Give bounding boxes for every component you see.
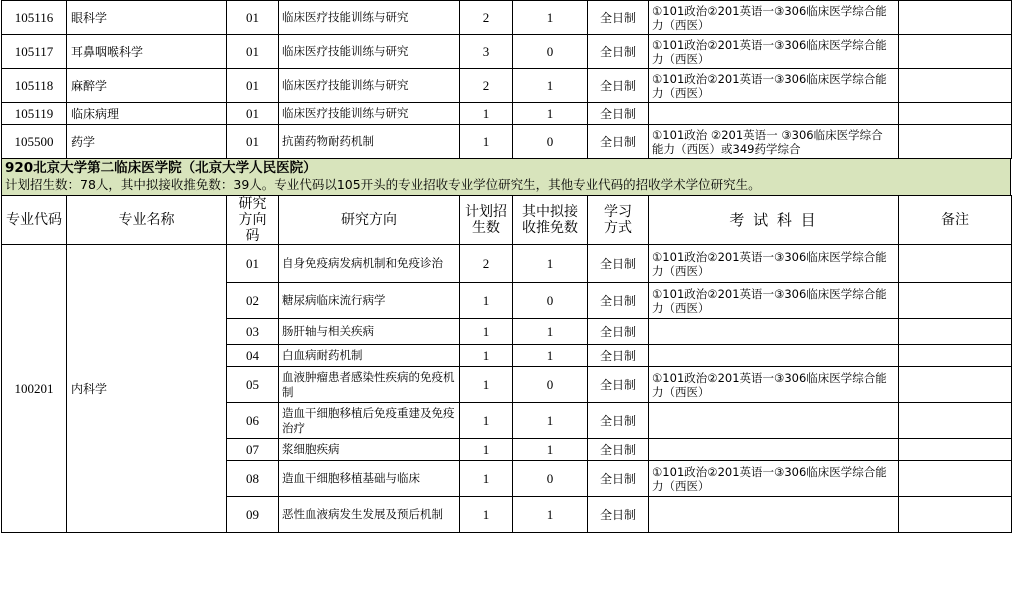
exempt-count-cell: 1 xyxy=(513,1,588,35)
section-banner xyxy=(1,159,1011,195)
plan-count-cell: 2 xyxy=(460,245,513,283)
remark-cell xyxy=(899,1,1012,35)
major-name-cell: 临床病理 xyxy=(67,103,227,125)
study-mode-cell: 全日制 xyxy=(588,403,649,439)
section-note: 计划招生数：78人，其中拟接收推免数：39人。专业代码以105开头的专业招收专业学位研究生，其他专业代码的招收学术学位研究生。 xyxy=(5,177,761,192)
exempt-count-cell: 1 xyxy=(513,103,588,125)
exempt-count-cell: 1 xyxy=(513,319,588,345)
header-mode: 学习方式 xyxy=(588,196,649,245)
direction-code-cell: 01 xyxy=(227,245,279,283)
plan-count-cell: 1 xyxy=(460,461,513,497)
exam-subjects-cell: ①101政治②201英语一③306临床医学综合能力（西医） xyxy=(649,461,899,497)
header-code: 专业代码 xyxy=(2,196,67,245)
direction-cell: 白血病耐药机制 xyxy=(279,345,460,367)
remark-cell xyxy=(899,245,1012,283)
study-mode-cell: 全日制 xyxy=(588,319,649,345)
table-row xyxy=(2,1,1012,35)
study-mode-cell: 全日制 xyxy=(588,283,649,319)
header-name: 专业名称 xyxy=(67,196,227,245)
table-row xyxy=(2,69,1012,103)
direction-code-cell: 01 xyxy=(227,69,279,103)
table-row xyxy=(2,103,1012,125)
plan-count-cell: 1 xyxy=(460,367,513,403)
exempt-count-cell: 0 xyxy=(513,125,588,159)
remark-cell xyxy=(899,497,1012,533)
exam-subjects-cell: ①101政治②201英语一③306临床医学综合能力（西医） xyxy=(649,283,899,319)
remark-cell xyxy=(899,461,1012,497)
header-dir-code: 研究方向码 xyxy=(227,196,279,245)
exam-subjects-cell xyxy=(649,345,899,367)
major-code-cell: 105117 xyxy=(2,35,67,69)
direction-code-cell: 05 xyxy=(227,367,279,403)
direction-code-cell: 09 xyxy=(227,497,279,533)
remark-cell xyxy=(899,283,1012,319)
exempt-count-cell: 1 xyxy=(513,69,588,103)
direction-cell: 自身免疫病发病机制和免疫诊治 xyxy=(279,245,460,283)
header-remark: 备注 xyxy=(899,196,1012,245)
study-mode-cell: 全日制 xyxy=(588,345,649,367)
exam-subjects-cell: ①101政治②201英语一③306临床医学综合能力（西医） xyxy=(649,367,899,403)
remark-cell xyxy=(899,403,1012,439)
direction-code-cell: 03 xyxy=(227,319,279,345)
direction-code-cell: 08 xyxy=(227,461,279,497)
exempt-count-cell: 0 xyxy=(513,283,588,319)
remark-cell xyxy=(899,103,1012,125)
direction-cell: 浆细胞疾病 xyxy=(279,439,460,461)
direction-code-cell: 04 xyxy=(227,345,279,367)
plan-count-cell: 1 xyxy=(460,319,513,345)
direction-cell: 造血干细胞移植后免疫重建及免疫治疗 xyxy=(279,403,460,439)
direction-cell: 临床医疗技能训练与研究 xyxy=(279,103,460,125)
plan-count-cell: 3 xyxy=(460,35,513,69)
major-name-cell: 麻醉学 xyxy=(67,69,227,103)
major-name-cell: 耳鼻咽喉科学 xyxy=(67,35,227,69)
plan-count-cell: 2 xyxy=(460,1,513,35)
direction-code-cell: 06 xyxy=(227,403,279,439)
direction-code-cell: 01 xyxy=(227,125,279,159)
direction-code-cell: 01 xyxy=(227,35,279,69)
header-plan: 计划招生数 xyxy=(460,196,513,245)
exam-subjects-cell: ①101政治②201英语一③306临床医学综合能力（西医） xyxy=(649,245,899,283)
exam-subjects-cell: ①101政治 ②201英语一 ③306临床医学综合能力（西医）或349药学综合 xyxy=(649,125,899,159)
remark-cell xyxy=(899,35,1012,69)
study-mode-cell: 全日制 xyxy=(588,69,649,103)
study-mode-cell: 全日制 xyxy=(588,103,649,125)
plan-count-cell: 2 xyxy=(460,69,513,103)
exempt-count-cell: 1 xyxy=(513,245,588,283)
header-row xyxy=(2,196,1012,245)
remark-cell xyxy=(899,319,1012,345)
plan-count-cell: 1 xyxy=(460,125,513,159)
major-code-cell: 105118 xyxy=(2,69,67,103)
header-direction: 研究方向 xyxy=(279,196,460,245)
direction-cell: 糖尿病临床流行病学 xyxy=(279,283,460,319)
table-row xyxy=(2,245,1012,283)
table-row xyxy=(2,35,1012,69)
plan-count-cell: 1 xyxy=(460,283,513,319)
exam-subjects-cell: ①101政治②201英语一③306临床医学综合能力（西医） xyxy=(649,1,899,35)
direction-cell: 恶性血液病发生发展及预后机制 xyxy=(279,497,460,533)
direction-cell: 临床医疗技能训练与研究 xyxy=(279,69,460,103)
main-table xyxy=(1,195,1012,533)
remark-cell xyxy=(899,125,1012,159)
remark-cell xyxy=(899,69,1012,103)
major-name-cell: 药学 xyxy=(67,125,227,159)
major-code-cell: 105116 xyxy=(2,1,67,35)
exempt-count-cell: 1 xyxy=(513,403,588,439)
study-mode-cell: 全日制 xyxy=(588,439,649,461)
remark-cell xyxy=(899,439,1012,461)
exempt-count-cell: 1 xyxy=(513,497,588,533)
plan-count-cell: 1 xyxy=(460,403,513,439)
study-mode-cell: 全日制 xyxy=(588,461,649,497)
major-name-cell: 眼科学 xyxy=(67,1,227,35)
direction-code-cell: 02 xyxy=(227,283,279,319)
top-table xyxy=(1,0,1012,159)
exam-subjects-cell xyxy=(649,319,899,345)
exempt-count-cell: 0 xyxy=(513,35,588,69)
plan-count-cell: 1 xyxy=(460,497,513,533)
table-row xyxy=(2,125,1012,159)
direction-code-cell: 01 xyxy=(227,1,279,35)
header-exam: 考 试 科 目 xyxy=(649,196,899,245)
exam-subjects-cell xyxy=(649,403,899,439)
admissions-sheet xyxy=(1,0,1011,533)
major-code-cell: 100201 xyxy=(2,245,67,533)
section-title: 920北京大学第二临床医学院（北京大学人民医院） xyxy=(5,160,317,176)
exempt-count-cell: 0 xyxy=(513,367,588,403)
direction-cell: 血液肿瘤患者感染性疾病的免疫机制 xyxy=(279,367,460,403)
plan-count-cell: 1 xyxy=(460,345,513,367)
study-mode-cell: 全日制 xyxy=(588,497,649,533)
direction-code-cell: 01 xyxy=(227,103,279,125)
header-exempt: 其中拟接收推免数 xyxy=(513,196,588,245)
main-table-body xyxy=(2,196,1012,533)
plan-count-cell: 1 xyxy=(460,103,513,125)
direction-cell: 造血干细胞移植基础与临床 xyxy=(279,461,460,497)
direction-cell: 抗菌药物耐药机制 xyxy=(279,125,460,159)
exempt-count-cell: 0 xyxy=(513,461,588,497)
study-mode-cell: 全日制 xyxy=(588,35,649,69)
direction-code-cell: 07 xyxy=(227,439,279,461)
study-mode-cell: 全日制 xyxy=(588,125,649,159)
remark-cell xyxy=(899,345,1012,367)
exam-subjects-cell: ①101政治②201英语一③306临床医学综合能力（西医） xyxy=(649,35,899,69)
direction-cell: 临床医疗技能训练与研究 xyxy=(279,35,460,69)
direction-cell: 临床医疗技能训练与研究 xyxy=(279,1,460,35)
exam-subjects-cell xyxy=(649,439,899,461)
exam-subjects-cell xyxy=(649,497,899,533)
top-table-body xyxy=(2,1,1012,159)
study-mode-cell: 全日制 xyxy=(588,367,649,403)
exam-subjects-cell: ①101政治②201英语一③306临床医学综合能力（西医） xyxy=(649,69,899,103)
major-code-cell: 105119 xyxy=(2,103,67,125)
plan-count-cell: 1 xyxy=(460,439,513,461)
major-code-cell: 105500 xyxy=(2,125,67,159)
study-mode-cell: 全日制 xyxy=(588,1,649,35)
direction-cell: 肠肝轴与相关疾病 xyxy=(279,319,460,345)
exam-subjects-cell xyxy=(649,103,899,125)
major-name-cell: 内科学 xyxy=(67,245,227,533)
remark-cell xyxy=(899,367,1012,403)
exempt-count-cell: 1 xyxy=(513,439,588,461)
study-mode-cell: 全日制 xyxy=(588,245,649,283)
exempt-count-cell: 1 xyxy=(513,345,588,367)
